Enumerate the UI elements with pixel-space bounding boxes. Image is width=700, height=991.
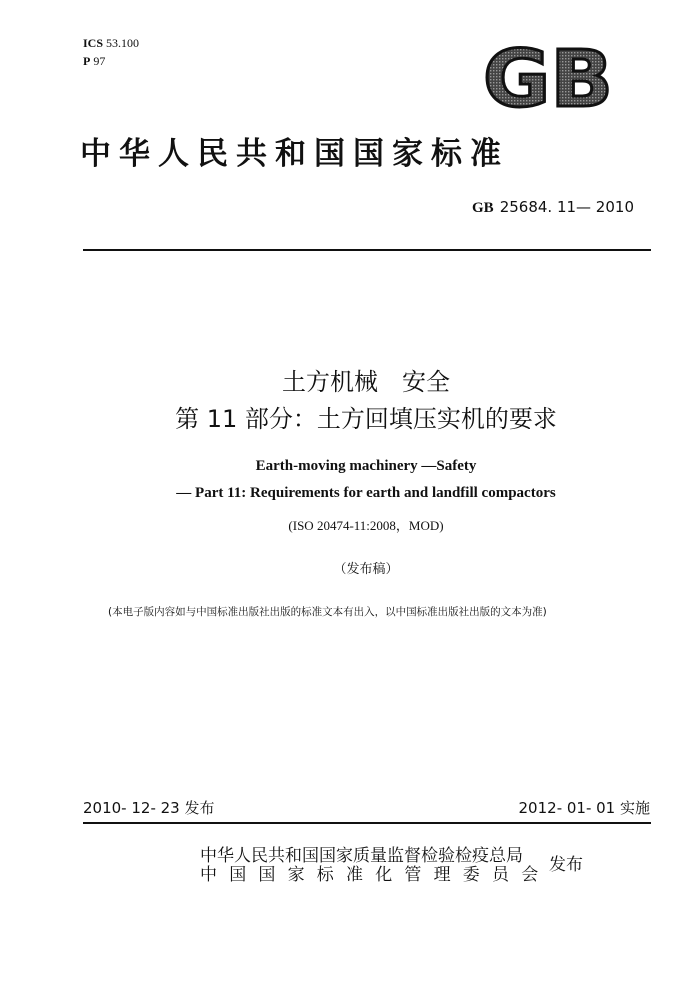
ccs-label: P [83, 54, 91, 68]
publisher-notice: (本电子版内容如与中国标准出版社出版的标准文本有出入，以中国标准出版社出版的文本为准) [108, 606, 547, 618]
title-english-line2: — Part 11: Requirements for earth and landfill compactors [176, 485, 556, 501]
gb-logo [481, 40, 615, 114]
top-divider [83, 249, 651, 251]
title-chinese-line2: 第 11 部分：土方回填压实机的要求 [175, 405, 557, 433]
bottom-divider [83, 822, 651, 824]
national-standard-title: 中华人民共和国国家标准 [80, 136, 509, 172]
ics-value: 53.100 [106, 36, 140, 50]
implementation-date: 2012- 01- 01 实施 [518, 799, 650, 817]
ccs-value: 97 [93, 54, 106, 68]
ics-label: ICS [83, 36, 104, 50]
release-date: 2010- 12- 23 发布 [83, 799, 215, 817]
iso-adoption: (ISO 20474-11:2008，MOD) [288, 518, 444, 533]
title-chinese-line1: 土方机械 安全 [282, 368, 450, 396]
standard-prefix: GB [472, 200, 494, 216]
ccs-code [83, 54, 105, 68]
title-english-line1: Earth-moving machinery —Safety [255, 458, 477, 474]
issuer-sac: 中国国家标准化管理委员会 [200, 865, 551, 885]
standard-number [472, 198, 634, 217]
gb-logo-text: GB [483, 40, 613, 114]
ics-code [83, 36, 139, 50]
issuer-aqsiq: 中华人民共和国国家质量监督检验检疫总局 [200, 846, 523, 866]
draft-label: （发布稿） [333, 562, 399, 577]
standard-code: 25684. 11— 2010 [499, 198, 634, 216]
publish-label: 发布 [549, 855, 583, 875]
